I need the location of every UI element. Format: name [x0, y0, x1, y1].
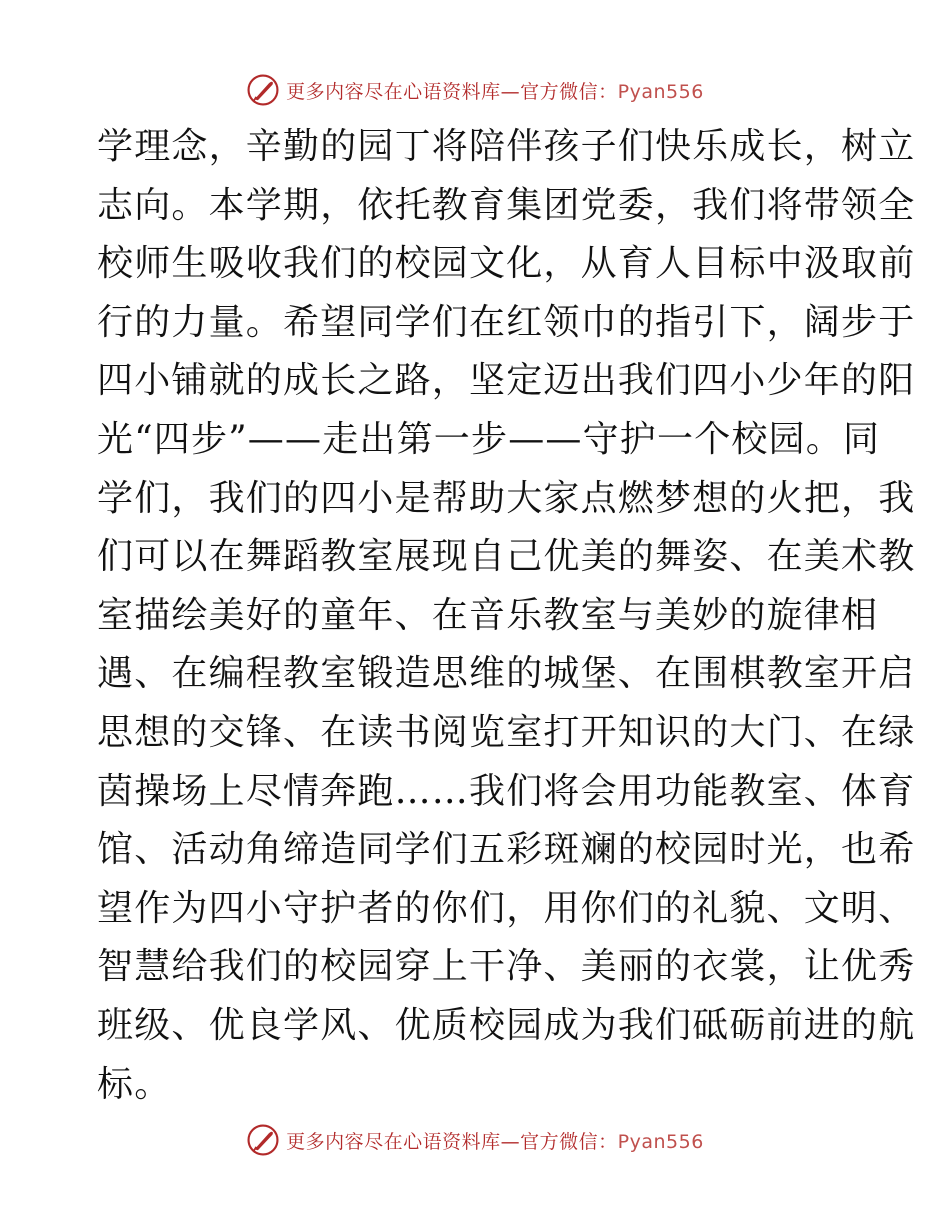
text-line: 遇、在编程教室锻造思维的城堡、在围棋教室开启 — [97, 653, 916, 695]
text-line: 们可以在舞蹈教室展现自己优美的舞姿、在美术教 — [97, 536, 916, 578]
text-line: 学们，我们的四小是帮助大家点燃梦想的火把，我 — [97, 477, 916, 519]
document-body — [97, 118, 916, 1114]
text-line: 行的力量。希望同学们在红领巾的指引下，阔步于 — [97, 301, 916, 343]
text-line: 标。 — [97, 1063, 172, 1105]
text-line: 智慧给我们的校园穿上干净、美丽的衣裳，让优秀 — [97, 946, 916, 988]
text-line: 志向。本学期，依托教育集团党委，我们将带领全 — [97, 184, 916, 226]
text-line: 光“四步”——走出第一步——守护一个校园。同 — [97, 418, 881, 460]
header-banner — [0, 70, 950, 110]
text-line: 望作为四小守护者的你们，用你们的礼貌、文明、 — [97, 887, 916, 929]
text-line: 班级、优良学风、优质校园成为我们砥砺前进的航 — [97, 1004, 916, 1046]
banner-text: 更多内容尽在心语资料库—官方微信：Pyan556 — [286, 80, 704, 103]
text-line: 学理念，辛勤的园丁将陪伴孩子们快乐成长，树立 — [97, 126, 916, 167]
text-line: 茵操场上尽情奔跑……我们将会用功能教室、体育 — [97, 770, 916, 812]
text-line: 室描绘美好的童年、在音乐教室与美妙的旋律相 — [97, 594, 879, 636]
wechat-id: Pyan556 — [617, 80, 704, 103]
text-line: 馆、活动角缔造同学们五彩斑斓的校园时光，也希 — [97, 829, 916, 871]
banner-text: 更多内容尽在心语资料库—官方微信：Pyan556 — [286, 1130, 704, 1153]
quill-pen-icon — [246, 1123, 280, 1157]
text-line: 四小铺就的成长之路，坚定迈出我们四小少年的阳 — [97, 360, 916, 402]
text-line: 思想的交锋、在读书阅览室打开知识的大门、在绿 — [97, 711, 916, 753]
text-line: 校师生吸收我们的校园文化，从育人目标中汲取前 — [97, 243, 916, 285]
wechat-id: Pyan556 — [617, 1130, 704, 1153]
quill-pen-icon — [246, 73, 280, 107]
footer-banner — [0, 1120, 950, 1160]
